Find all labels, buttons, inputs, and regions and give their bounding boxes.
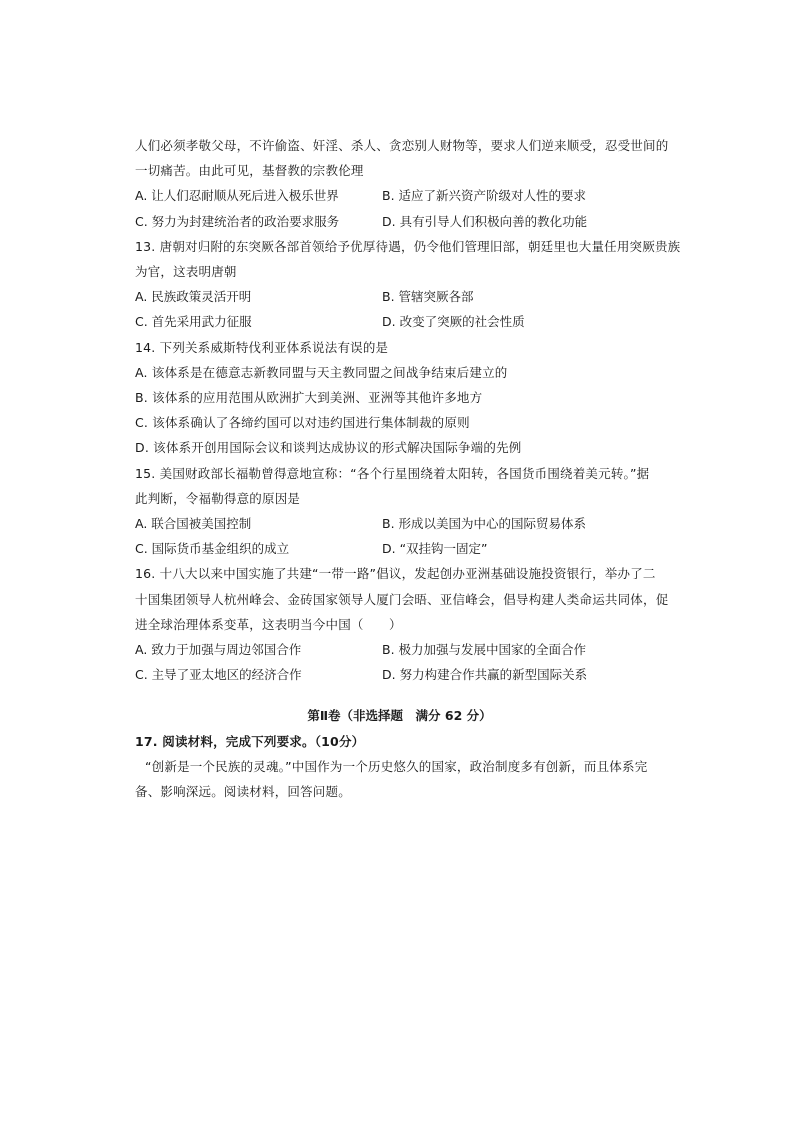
section-2-title: 第Ⅱ卷（非选择题 满分 62 分） [307,708,492,724]
q13-option-a: A. 民族政策灵活开明 [135,289,252,305]
q13-option-d: D. 改变了突厥的社会性质 [382,314,525,330]
q16-stem-line2: 十国集团领导人杭州峰会、金砖国家领导人厦门会晤、亚信峰会，倡导构建人类命运共同体，促 [135,591,669,607]
q12-stem-line2: 一切痛苦。由此可见，基督教的宗教伦理 [135,163,364,179]
q14-stem: 14. 下列关系威斯特伐利亚体系说法有误的是 [135,339,389,355]
q17-material-line1: “创新是一个民族的灵魂。”中国作为一个历史悠久的国家，政治制度多有创新，而且体系完 [145,758,648,774]
q13-stem-line2: 为官，这表明唐朝 [135,264,237,280]
q12-option-a: A. 让人们忍耐顺从死后进入极乐世界 [135,188,339,204]
q15-options-row2 [135,536,674,561]
q13-options-row2 [135,309,674,334]
q16-option-a: A. 致力于加强与周边邻国合作 [135,642,302,658]
question-12 [135,133,674,234]
q13-option-b: B. 管辖突厥各部 [382,289,474,305]
question-13 [135,234,681,335]
q12-stem-line1: 人们必须孝敬父母，不许偷盗、奸淫、杀人、贪恋别人财物等，要求人们逆来顺受，忍受世间的 [135,138,669,153]
q15-option-b: B. 形成以美国为中心的国际贸易体系 [382,516,587,532]
question-16 [135,561,674,687]
q13-option-c: C. 首先采用武力征服 [135,314,252,330]
q16-stem-line3: 进全球治理体系变革，这表明当今中国（ ） [135,616,402,632]
q15-stem-line1: 15. 美国财政部长福勒曾得意地宣称：“各个行星围绕着太阳转，各国货币围绕着美元转。”据 [135,465,650,481]
q16-option-b: B. 极力加强与发展中国家的全面合作 [382,642,587,658]
q15-option-c: C. 国际货币基金组织的成立 [135,541,290,557]
q15-stem-line2: 此判断，令福勒得意的原因是 [135,490,301,506]
q14-option-d: D. 该体系开创用国际会议和谈判达成协议的形式解决国际争端的先例 [135,440,522,456]
q13-stem-line1: 13. 唐朝对归附的东突厥各部首领给予优厚待遇，仍令他们管理旧部，朝廷里也大量任用突厥贵族 [135,238,681,254]
q14-option-b: B. 该体系的应用范围从欧洲扩大到美洲、亚洲等其他许多地方 [135,390,483,406]
question-17 [135,729,674,805]
q15-option-d: D. “双挂钩一固定” [382,541,488,557]
q15-option-a: A. 联合国被美国控制 [135,516,252,532]
q16-stem-line1: 16. 十八大以来中国实施了共建“一带一路”倡议，发起创办亚洲基础设施投资银行，举办了二 [135,566,656,582]
question-14 [135,335,674,461]
q17-stem: 17. 阅读材料，完成下列要求。（10分） [135,733,365,749]
q12-option-b: B. 适应了新兴资产阶级对人性的要求 [382,188,587,204]
q17-material-line2: 备、影响深远。阅读材料，回答问题。 [135,784,351,800]
q16-option-d: D. 努力构建合作共赢的新型国际关系 [382,667,588,683]
q14-option-c: C. 该体系确认了各缔约国可以对违约国进行集体制裁的原则 [135,415,470,431]
q15-options-row1 [135,511,674,536]
q12-option-d: D. 具有引导人们积极向善的教化功能 [382,213,588,229]
q14-option-a: A. 该体系是在德意志新教同盟与天主教同盟之间战争结束后建立的 [135,364,508,380]
q12-option-c: C. 努力为封建统治者的政治要求服务 [135,213,340,229]
q12-options-row2 [135,209,674,234]
question-15 [135,461,674,562]
q16-option-c: C. 主导了亚太地区的经济合作 [135,667,302,683]
q16-options-row2 [135,662,674,687]
q13-options-row1 [135,284,674,309]
q12-options-row1 [135,183,674,208]
q16-options-row1 [135,637,674,662]
